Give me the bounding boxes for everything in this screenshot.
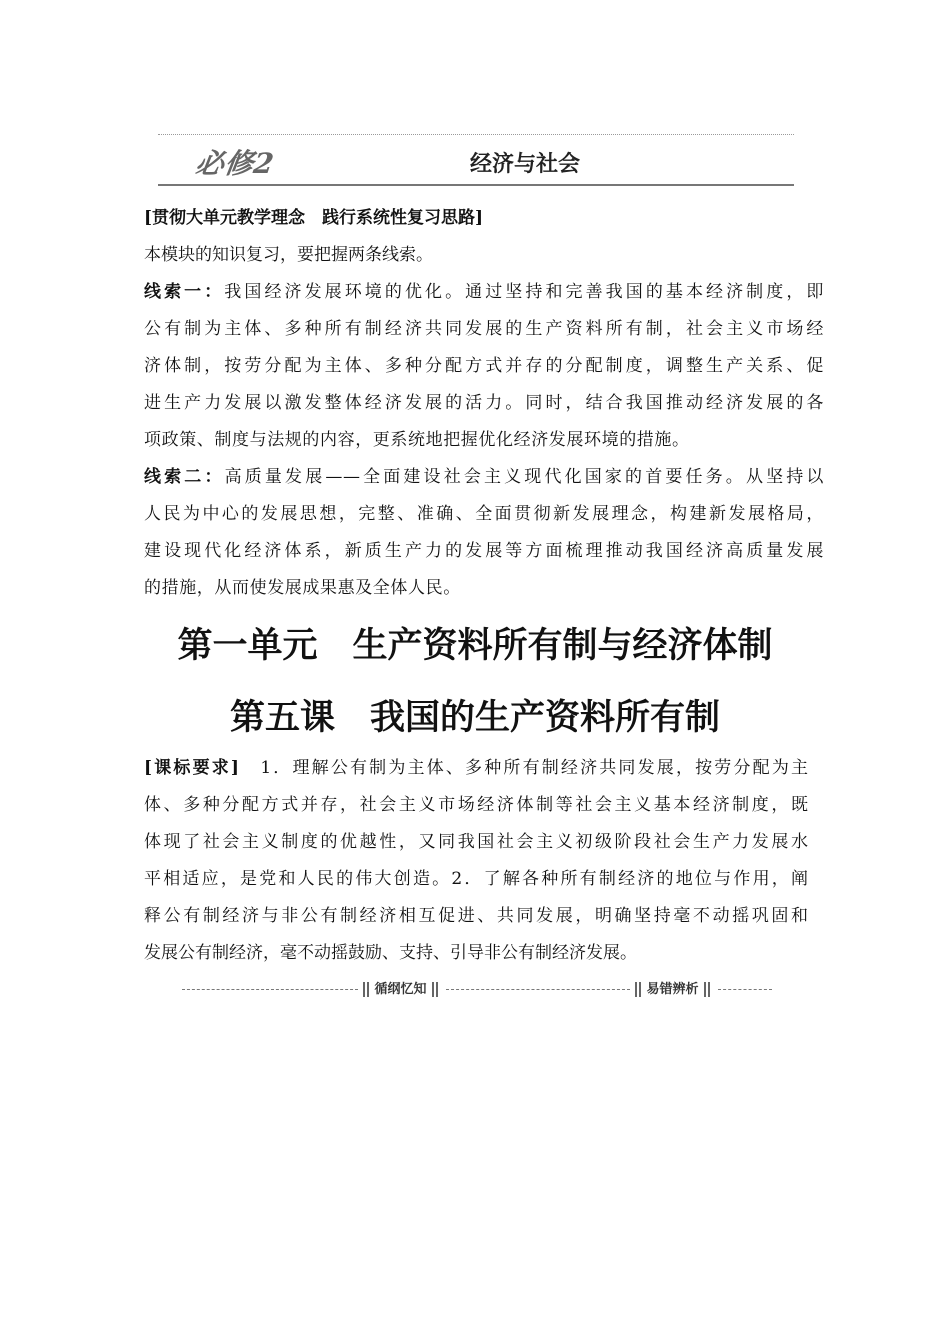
- clue1-line-4: 进生产力发展以激发整体经济发展的活力。同时，结合我国推动经济发展的各: [144, 393, 824, 413]
- clue2-line-4: 的措施，从而使发展成果惠及全体人民。: [144, 578, 461, 598]
- divider-dash-mid: [446, 989, 630, 990]
- module-logo: 必修2: [193, 147, 277, 180]
- clue1-text: 我国经济发展环境的优化。通过坚持和完善我国的基本经济制度，即: [224, 282, 824, 302]
- requirements-text: 1．理解公有制为主体、多种所有制经济共同发展，按劳分配为主: [238, 758, 808, 778]
- clue2-line-3: 建设现代化经济体系，新质生产力的发展等方面梳理推动我国经济高质量发展: [144, 541, 824, 561]
- intro-heading: [贯彻大单元教学理念 践行系统性复习思路]: [144, 208, 484, 228]
- clue2-line-1: [144, 459, 824, 496]
- divider-tag-left: [362, 980, 439, 1000]
- clue1-line-3: 济体制，按劳分配为主体、多种分配方式并存的分配制度，调整生产关系、促: [144, 356, 824, 376]
- clue1-line-2: 公有制为主体、多种所有制经济共同发展的生产资料所有制，社会主义市场经: [144, 319, 824, 339]
- divider-tag-right: [634, 980, 711, 1000]
- requirements-label: [课标要求]: [144, 758, 239, 778]
- clue1-label: 线索一：: [144, 282, 225, 302]
- module-header: [158, 134, 794, 186]
- requirements-line-2: 体、多种分配方式并存，社会主义市场经济体制等社会主义基本经济制度，既: [144, 795, 808, 815]
- clue1-line-1: [144, 274, 824, 311]
- clue2-line-2: 人民为中心的发展思想，完整、准确、全面贯彻新发展理念，构建新发展格局，: [144, 504, 824, 524]
- requirements-line-1: [144, 750, 808, 787]
- clue2-text: 高质量发展——全面建设社会主义现代化国家的首要任务。从坚持以: [224, 467, 825, 487]
- requirements-line-6: 发展公有制经济，毫不动摇鼓励、支持、引导非公有制经济发展。: [144, 943, 637, 963]
- intro-section: [144, 200, 824, 607]
- clue2-label: 线索二：: [144, 467, 225, 487]
- module-title: 经济与社会: [470, 151, 581, 177]
- tag-errors-label: 易错辨析: [646, 982, 699, 997]
- divider-dash-right: [718, 989, 772, 990]
- header-top-rule: [158, 134, 794, 135]
- requirements-line-3: 体现了社会主义制度的优越性，又同我国社会主义初级阶段社会生产力发展水: [144, 832, 808, 852]
- lesson-title: 第五课 我国的生产资料所有制: [229, 697, 720, 738]
- requirements-line-5: 释公有制经济与非公有制经济相互促进、共同发展，明确坚持毫不动摇巩固和: [144, 906, 808, 926]
- tag-recall-label: 循纲忆知: [374, 982, 427, 997]
- clue1-line-5: 项政策、制度与法规的内容，更系统地把握优化经济发展环境的措施。: [144, 430, 690, 450]
- requirements-line-4: 平相适应，是党和人民的伟大创造。2．了解各种所有制经济的地位与作用，阐: [144, 869, 808, 889]
- header-bottom-rule: [158, 184, 794, 186]
- intro-lead: 本模块的知识复习，要把握两条线索。: [144, 245, 433, 265]
- requirements-section: [144, 750, 808, 972]
- unit-title: 第一单元 生产资料所有制与经济体制: [177, 625, 773, 666]
- divider-dash-left: [182, 989, 358, 990]
- section-divider: [182, 980, 772, 1000]
